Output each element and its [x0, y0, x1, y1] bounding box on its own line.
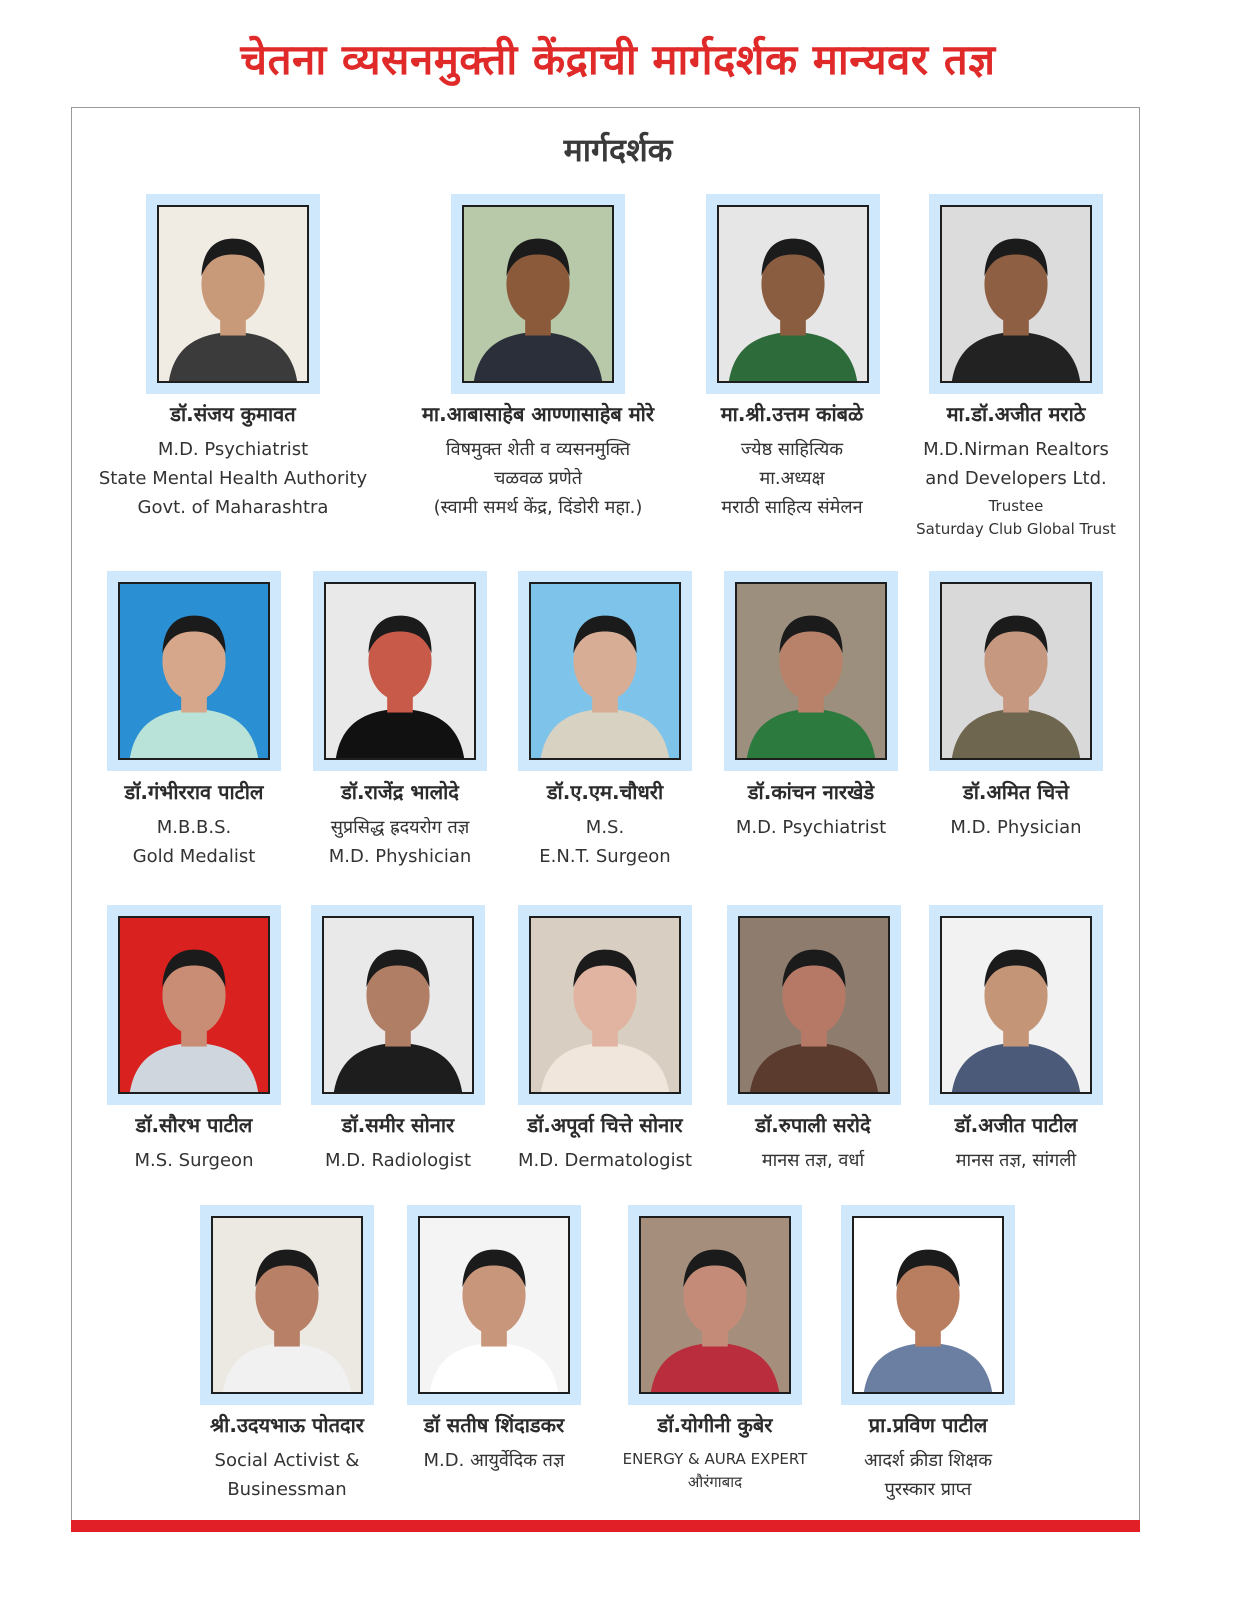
person-description-line: M.D. Dermatologist — [517, 1150, 693, 1171]
person-description-small-line: ENERGY & AURA EXPERT — [622, 1450, 808, 1468]
person-description-small-line: Saturday Club Global Trust — [916, 520, 1116, 538]
person-description-line: M.D. Psychiatrist — [157, 439, 309, 460]
person-description-line: M.S. — [585, 817, 625, 838]
person-description-line: M.D. Physician — [950, 817, 1082, 838]
person-description-line: Govt. of Maharashtra — [137, 497, 329, 518]
person-description-line: Businessman — [227, 1479, 347, 1500]
person-name: डॉ.ए.एम.चौधरी — [546, 780, 664, 804]
person-photo-frame — [929, 194, 1103, 394]
person-name: डॉ.अपूर्वा चित्ते सोनार — [527, 1113, 683, 1137]
person-name: डॉ.समीर सोनार — [341, 1113, 455, 1137]
person-description-line: M.B.B.S. — [156, 817, 232, 838]
person-photo-frame — [407, 1205, 581, 1405]
person-name: मा.आबासाहेब आण्णासाहेब मोरे — [421, 402, 655, 426]
person-description-line: आदर्श क्रीडा शिक्षक — [863, 1450, 993, 1471]
person-photo-frame — [518, 905, 692, 1105]
portrait-photo — [529, 916, 681, 1094]
person-name: श्री.उदयभाऊ पोतदार — [210, 1413, 364, 1437]
person-description-line: M.S. Surgeon — [134, 1150, 254, 1171]
person-photo-frame — [451, 194, 625, 394]
person-photo-frame — [628, 1205, 802, 1405]
section-title: मार्गदर्शक — [563, 131, 673, 169]
portrait-photo — [940, 916, 1092, 1094]
portrait-photo — [940, 582, 1092, 760]
person-name: डॉ.गंभीरराव पाटील — [124, 780, 264, 804]
person-photo-frame — [311, 905, 485, 1105]
person-name: डॉ.रुपाली सरोदे — [755, 1113, 871, 1137]
person-description-line: मानस तज्ञ, सांगली — [955, 1150, 1077, 1171]
person-description-line: M.D. Radiologist — [324, 1150, 471, 1171]
person-description-line: मा.अध्यक्ष — [759, 468, 825, 489]
person-name: डॉ.राजेंद्र भालोदे — [341, 780, 459, 804]
person-photo-frame — [706, 194, 880, 394]
person-photo-frame — [518, 571, 692, 771]
portrait-photo — [529, 582, 681, 760]
person-description-line: M.D. Physhician — [328, 846, 472, 867]
person-description-line: मानस तज्ञ, वर्धा — [761, 1150, 865, 1171]
person-photo-frame — [727, 905, 901, 1105]
person-name: डॉ.अजीत पाटील — [954, 1113, 1078, 1137]
person-description-line: Social Activist & — [214, 1450, 360, 1471]
person-description-line: Gold Medalist — [132, 846, 256, 867]
bottom-red-rule — [71, 1520, 1140, 1532]
portrait-photo — [738, 916, 890, 1094]
person-photo-frame — [313, 571, 487, 771]
person-photo-frame — [200, 1205, 374, 1405]
portrait-photo — [852, 1216, 1004, 1394]
person-description-line: E.N.T. Surgeon — [539, 846, 671, 867]
person-photo-frame — [107, 571, 281, 771]
portrait-photo — [118, 916, 270, 1094]
person-photo-frame — [107, 905, 281, 1105]
person-description-line: सुप्रसिद्ध ह्रदयरोग तज्ञ — [330, 817, 470, 838]
person-name: डॉ.सौरभ पाटील — [135, 1113, 253, 1137]
person-name: प्रा.प्रविण पाटील — [868, 1413, 988, 1437]
portrait-photo — [418, 1216, 570, 1394]
portrait-photo — [717, 205, 869, 383]
person-name: डॉ.कांचन नारखेडे — [747, 780, 875, 804]
person-description-line: State Mental Health Authority — [98, 468, 368, 489]
person-description-line: ज्येष्ठ साहित्यिक — [740, 439, 844, 460]
person-photo-frame — [929, 905, 1103, 1105]
person-name: डॉ.योगीनी कुबेर — [657, 1413, 773, 1437]
portrait-photo — [940, 205, 1092, 383]
person-photo-frame — [929, 571, 1103, 771]
person-description-line: M.D. आयुर्वेदिक तज्ञ — [423, 1450, 565, 1471]
person-description-line: विषमुक्त शेती व व्यसनमुक्ति — [445, 439, 631, 460]
person-description-line: चळवळ प्रणेते — [493, 468, 583, 489]
person-name: मा.डॉ.अजीत मराठे — [946, 402, 1086, 426]
person-photo-frame — [146, 194, 320, 394]
person-description-line: पुरस्कार प्राप्त — [884, 1479, 972, 1500]
portrait-photo — [735, 582, 887, 760]
person-description-line: and Developers Ltd. — [925, 468, 1107, 489]
portrait-photo — [322, 916, 474, 1094]
person-name: डॉ सतीष शिंदाडकर — [423, 1413, 565, 1437]
person-name: डॉ.संजय कुमावत — [170, 402, 296, 426]
person-photo-frame — [724, 571, 898, 771]
portrait-photo — [211, 1216, 363, 1394]
person-description-line: M.D.Nirman Realtors — [923, 439, 1109, 460]
person-description-small-line: Trustee — [988, 497, 1044, 515]
person-photo-frame — [841, 1205, 1015, 1405]
portrait-photo — [157, 205, 309, 383]
page-title: चेतना व्यसनमुक्ती केंद्राची मार्गदर्शक मान्यवर तज्ञ — [240, 35, 996, 84]
person-description-line: (स्वामी समर्थ केंद्र, दिंडोरी महा.) — [433, 497, 643, 518]
person-description-small-line: औरंगाबाद — [687, 1473, 743, 1491]
portrait-photo — [639, 1216, 791, 1394]
portrait-photo — [324, 582, 476, 760]
person-description-line: M.D. Psychiatrist — [735, 817, 887, 838]
person-name: डॉ.अमित चित्ते — [963, 780, 1069, 804]
person-description-line: मराठी साहित्य संमेलन — [721, 497, 863, 518]
portrait-photo — [462, 205, 614, 383]
portrait-photo — [118, 582, 270, 760]
person-name: मा.श्री.उत्तम कांबळे — [720, 402, 864, 426]
